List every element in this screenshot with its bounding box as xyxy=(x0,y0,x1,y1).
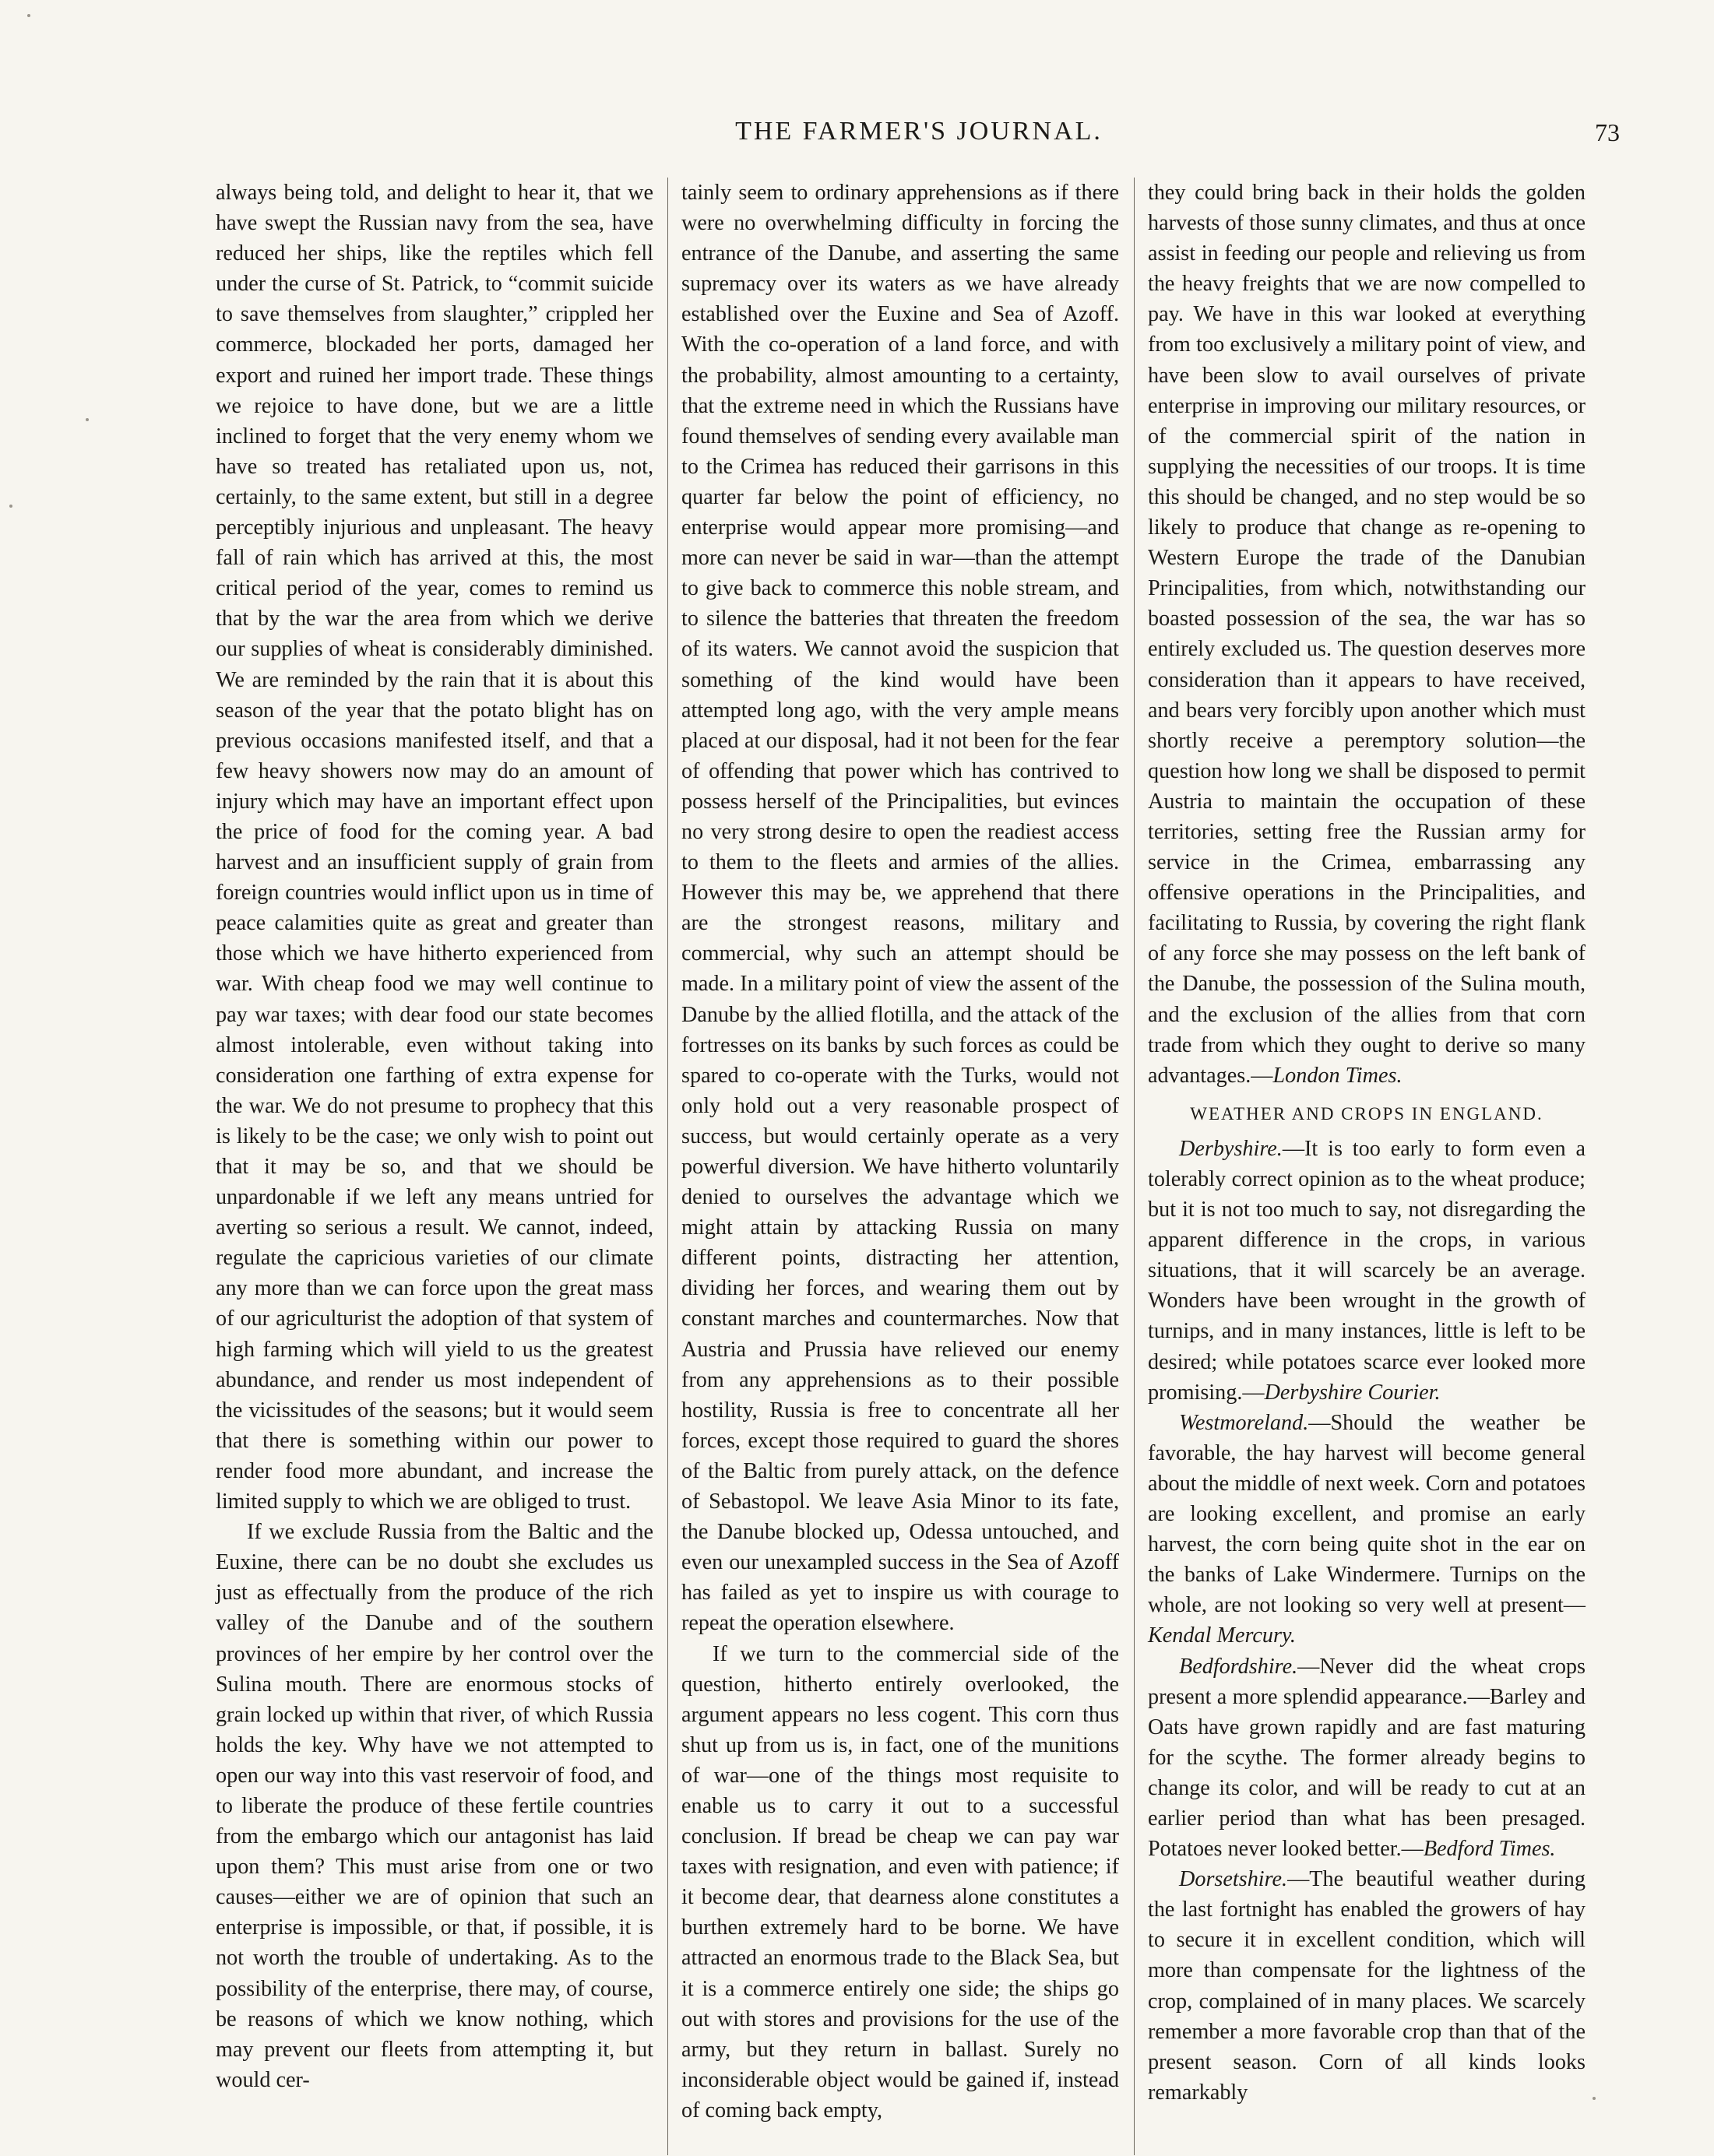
scan-speck xyxy=(27,14,30,17)
paragraph-text: they could bring back in their holds the golden harvests of those sunny climates, and thus at once assist in feeding our people and relieving us from the heavy freights that we are now compelled to pay. We have in this war looked at everything from too exclusively a military point of view, and have been slow to avail ourselves of private enterprise in improving our military resources, or of the commercial spirit of the nation in supplying the necessities of our troops. It is time this should be changed, and no step would be so likely to produce that change as re-opening to Western Europe the trade of the Danubian Principalities, from which, notwithstanding our boasted possession of the sea, the war has so entirely excluded us. The question deserves more consideration than it appears to have received, and bears very forcibly upon another which must shortly receive a peremptory solution—the question how long we shall be disposed to permit Austria to maintain the occupation of these territories, setting free the Russian army for service in the Crimea, embarrassing any offensive operations in the Principalities, and facilitating to Russia, by covering the right flank of any force she may possess on the left bank of the Danube, the possession of the Sulina mouth, and the exclusion of the allies from that corn trade from which they ought to derive so many advantages.— xyxy=(1148,181,1586,1088)
scan-speck xyxy=(9,505,12,508)
paragraph: If we turn to the commercial side of the question, hitherto entirely overlooked, the argument appears no less cogent. This corn thus shut up from us is, in fact, one of the munitions of war—one of the things most requisite to enable us to carry it out to a successful conclusion. If bread be cheap we can pay war taxes with resignation, and even with patience; if it become dear, that dearness alone constitutes a burthen extremely hard to be borne. We have attracted an enormous trade to the Black Sea, but it is a commerce entirely one side; the ships go out with stores and provisions for the use of the army, but they return in ballast. Surely no inconsiderable object would be gained if, instead of coming back empty, xyxy=(681,1641,1119,2123)
paragraph: If we exclude Russia from the Baltic and the Euxine, there can be no doubt she excludes us just as effectually from the produce of the rich valley of the Danube and of the southern provinces of her empire by her control over the Sulina mouth. There are enormous stocks of grain locked up within that river, of which Russia holds the key. Why have we not attempted to open our way into this vast reservoir of food, and to liberate the produce of these fertile countries from the embargo which our antagonist has laid upon them? This must arise from one or two causes—either we are of opinion that such an enterprise is impossible, or that, if possible, it is not worth the trouble of undertaking. As to the possibility of the enterprise, there may, of course, be reasons of which we know nothing, which may prevent our fleets from attempting it, but would cer- xyxy=(216,1520,653,2092)
text-column-1 xyxy=(216,178,653,2095)
county-name: Westmoreland. xyxy=(1179,1410,1309,1435)
report-text: —It is too early to form even a tolerably correct opinion as to the wheat produce; but it is not too much to say, not disregarding the apparent difference in the crops, in various situations, that it will scarcely be an average. Wonders have been wrought in the growth of turnips, and in many instances, little is left to be desired; while potatoes scarce ever looked more promising.— xyxy=(1148,1136,1586,1405)
county-report xyxy=(1148,1134,1586,1408)
county-report xyxy=(1148,1864,1586,2108)
scan-speck xyxy=(86,418,89,421)
column-divider xyxy=(667,178,668,2155)
running-title: THE FARMER'S JOURNAL. xyxy=(735,117,1103,146)
paragraph: always being told, and delight to hear it, that we have swept the Russian navy from the sea, have reduced her ships, like the reptiles which fell under the curse of St. Patrick, to “commit suicide to save themselves from slaughter,” crippled her commerce, blockaded her ports, damaged her export and ruined her import trade. These things we rejoice to have done, but we are a little inclined to forget that the very enemy whom we have so treated has retaliated upon us, not, certainly, to the same extent, but still in a degree perceptibly injurious and unpleasant. The heavy fall of rain which has arrived at this, the most critical period of the year, comes to remind us that by the war the area from which we derive our supplies of wheat is considerably diminished. We are reminded by the rain that it is about this season of the year that the potato blight has on previous occasions manifested itself, and that a few heavy showers now may do an amount of injury which may have an important effect upon the price of food for the coming year. A bad harvest and an insufficient supply of grain from foreign countries would inflict upon us in time of peace calamities quite as great and greater than those which we have hitherto experienced from war. With cheap food we may well continue to pay war taxes; with dear food our state becomes almost intolerable, even without taking into consideration one farthing of extra expense for the war. We do not presume to prophecy that this is likely to be the case; we only wish to point out that it may be so, and that we should be unpardonable if we left any means untried for averting so serious a result. We cannot, indeed, regulate the capricious varieties of our climate any more than we can force upon the great mass of our agriculturist the adoption of that system of high farming which will yield to us the greatest abundance, and render us most independent of the vicissitudes of the seasons; but it would seem that there is something within our power to render food more abundant, and increase the limited supply to which we are obliged to trust. xyxy=(216,181,653,1514)
page-header xyxy=(218,117,1620,156)
county-name: Dorsetshire. xyxy=(1179,1867,1288,1892)
page-number: 73 xyxy=(1595,118,1620,146)
source-citation: Bedford Times. xyxy=(1423,1837,1556,1862)
source-citation: Kendal Mercury. xyxy=(1148,1623,1296,1648)
text-column-3 xyxy=(1148,178,1586,2108)
column-divider xyxy=(1134,178,1135,2155)
section-heading: WEATHER AND CROPS IN ENGLAND. xyxy=(1190,1103,1543,1124)
county-report xyxy=(1148,1408,1586,1651)
text-column-2 xyxy=(681,178,1119,2126)
scan-speck xyxy=(1593,2097,1596,2100)
source-citation: Derbyshire Courier. xyxy=(1264,1380,1441,1405)
paragraph: tainly seem to ordinary apprehensions as if there were no overwhelming difficulty in forcing the entrance of the Danube, and asserting the same supremacy over its waters as we have already established over the Euxine and Sea of Azoff. With the co-operation of a land force, and with the probability, almost amounting to a certainty, that the extreme need in which the Russians have found themselves of sending every available man to the Crimea has reduced their garrisons in this quarter far below the point of efficiency, no enterprise would appear more promising—and more can never be said in war—than the attempt to give back to commerce this noble stream, and to silence the batteries that threaten the freedom of its waters. We cannot avoid the suspicion that something of the kind would have been attempted long ago, with the very ample means placed at our disposal, had it not been for the fear of offending that power which has contrived to possess herself of the Principalities, but evinces no very strong desire to open the readiest access to them to the fleets and armies of the allies. However this may be, we apprehend that there are the strongest reasons, military and commercial, why such an attempt should be made. In a military point of view the assent of the Danube by the allied flotilla, and the attack of the fortresses on its banks by such forces as could be spared to co-operate with the Turks, would not only hold out a very reasonable prospect of success, but would certainly operate as a very powerful diversion. We have hitherto voluntarily denied to ourselves the advantage which we might attain by attacking Russia on many different points, distracting her attention, dividing her forces, and wearing them out by constant marches and countermarches. Now that Austria and Prussia have relieved our enemy from any apprehensions as to their possible hostility, Russia is free to concentrate all her forces, except those required to guard the shores of the Baltic from purely attack, on the defence of Sebastopol. We leave Asia Minor to its fate, the Danube blocked up, Odessa untouched, and even our unexampled success in the Sea of Azoff has failed as yet to inspire us with courage to repeat the operation elsewhere. xyxy=(681,181,1119,1636)
report-text: —Never did the wheat crops present a more splendid appearance.—Barley and Oats have grown rapidly and are fast maturing for the scythe. The former already begins to change its color, and will be ready to cut at an earlier period than what has been presaged. Potatoes never looked better.— xyxy=(1148,1654,1586,1862)
county-name: Bedfordshire. xyxy=(1179,1654,1298,1679)
county-report xyxy=(1148,1651,1586,1865)
report-text: —Should the weather be favorable, the hay harvest will become general about the middle of next week. Corn and potatoes are looking excellent, and promise an early harvest, the corn being quite shot in the ear on the banks of Lake Windermere. Turnips on the whole, are not looking so very well at present— xyxy=(1148,1410,1586,1618)
report-text: —The beautiful weather during the last fortnight has enabled the growers of hay to secure it in excellent condition, which will more than compensate for the lightness of the crop, complained of in many places. We scarcely remember a more favorable crop than that of the present season. Corn of all kinds looks remarkably xyxy=(1148,1867,1586,2105)
county-name: Derbyshire. xyxy=(1179,1136,1283,1161)
paragraph xyxy=(1148,178,1586,1091)
source-citation: London Times. xyxy=(1272,1063,1403,1088)
